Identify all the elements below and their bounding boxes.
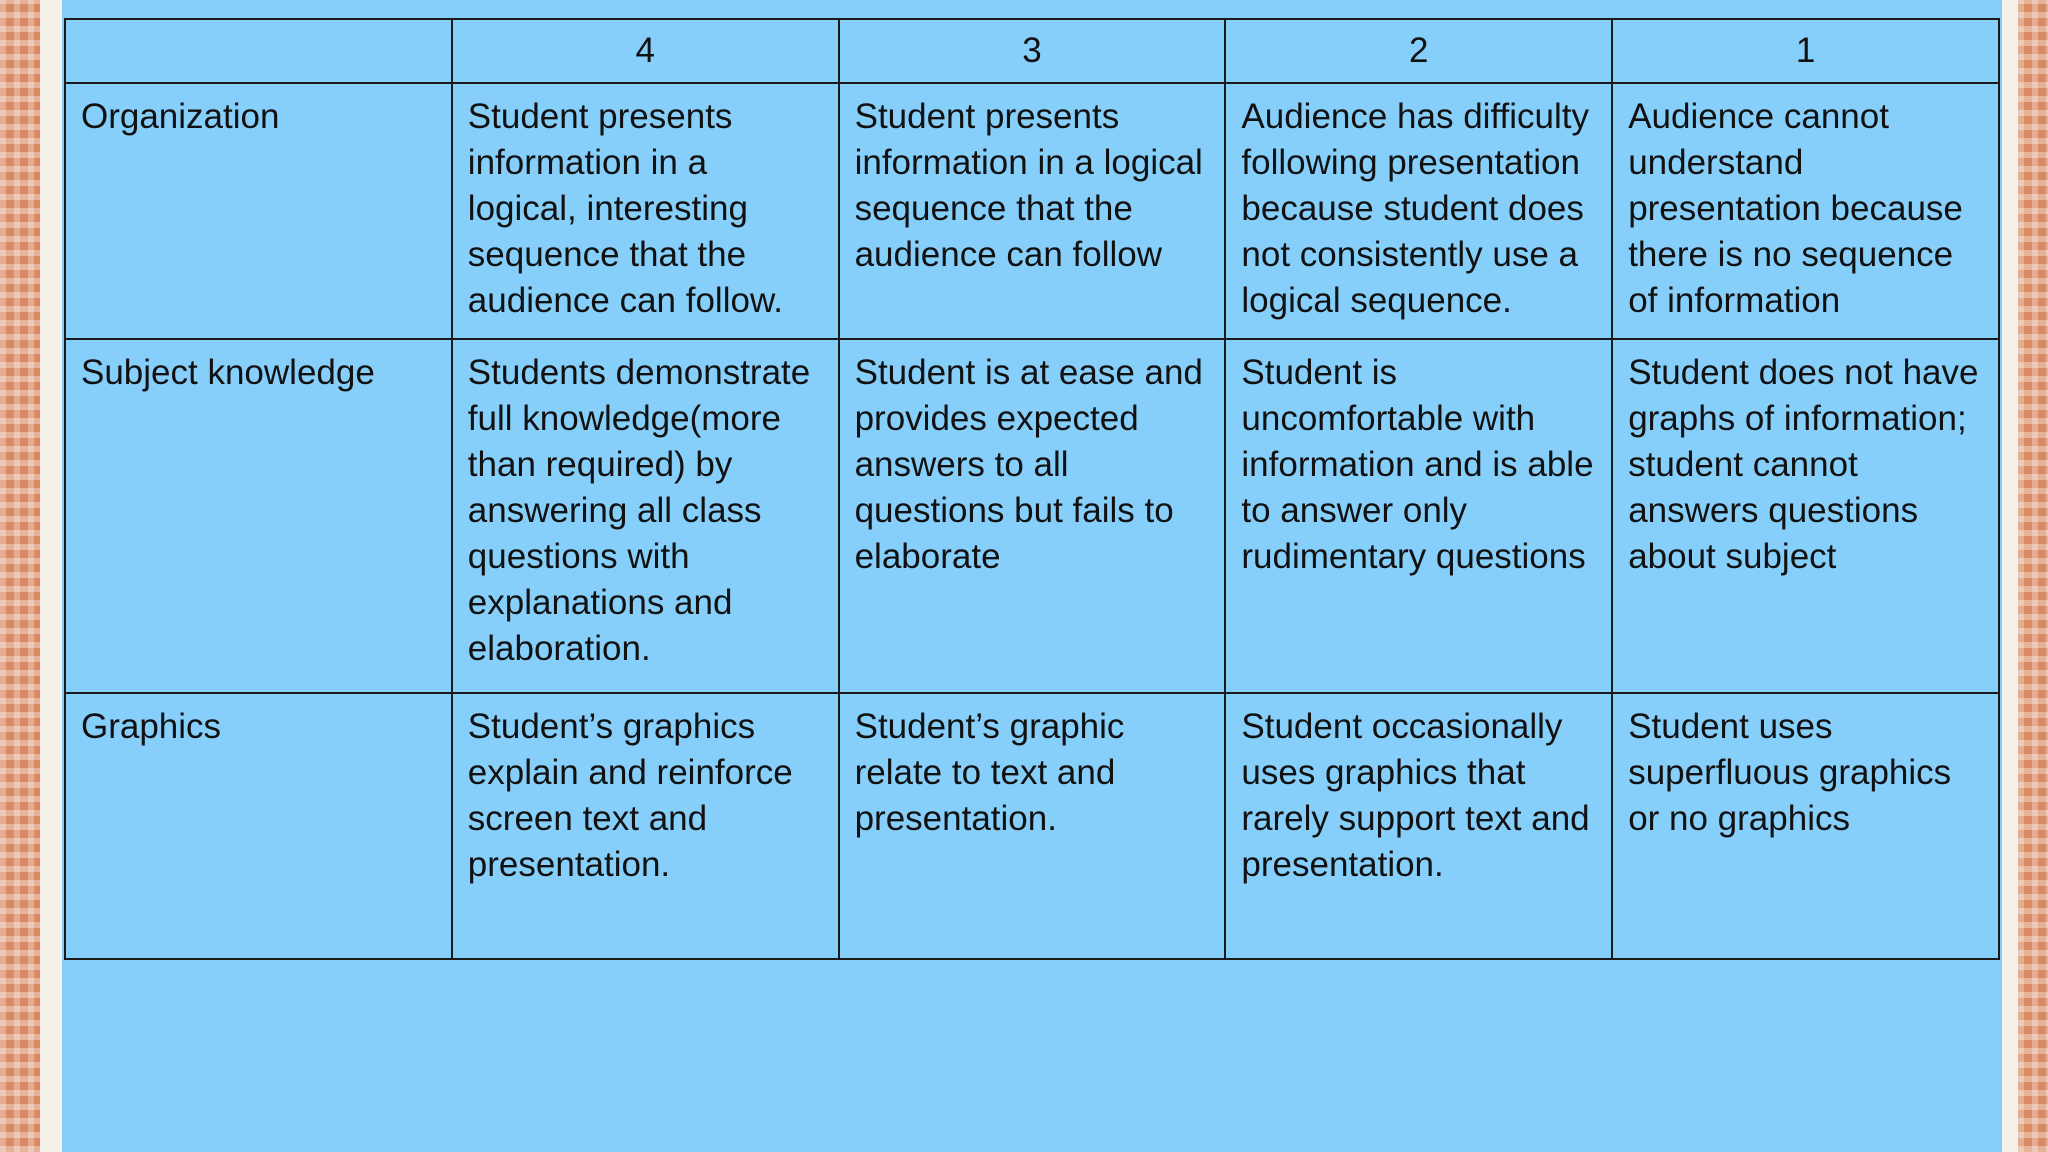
table-header-row xyxy=(65,19,1999,83)
level-cell-4: Students demonstrate full knowledge(more than required) by answering all class questions with explanations and elaboration. xyxy=(452,339,839,693)
level-cell-4: Student’s graphics explain and reinforce screen text and presentation. xyxy=(452,693,839,959)
criterion-cell: Graphics xyxy=(65,693,452,959)
level-cell-1: Student does not have graphs of information; student cannot answers questions about subject xyxy=(1612,339,1999,693)
criterion-cell: Organization xyxy=(65,83,452,339)
table-row-subject-knowledge xyxy=(65,339,1999,693)
slide xyxy=(62,0,2002,1152)
level-cell-4: Student presents information in a logical, interesting sequence that the audience can follow. xyxy=(452,83,839,339)
table-row-graphics xyxy=(65,693,1999,959)
header-cell-empty xyxy=(65,19,452,83)
header-cell-score-2: 2 xyxy=(1225,19,1612,83)
decorative-border-right xyxy=(2018,0,2048,1152)
level-cell-1: Audience cannot understand presentation because there is no sequence of information xyxy=(1612,83,1999,339)
level-cell-2: Audience has difficulty following presentation because student does not consistently use a logical sequence. xyxy=(1225,83,1612,339)
table-row-organization xyxy=(65,83,1999,339)
level-cell-2: Student occasionally uses graphics that rarely support text and presentation. xyxy=(1225,693,1612,959)
level-cell-2: Student is uncomfortable with information and is able to answer only rudimentary questions xyxy=(1225,339,1612,693)
header-cell-score-4: 4 xyxy=(452,19,839,83)
level-cell-3: Student is at ease and provides expected answers to all questions but fails to elaborate xyxy=(839,339,1226,693)
criterion-cell: Subject knowledge xyxy=(65,339,452,693)
header-cell-score-1: 1 xyxy=(1612,19,1999,83)
decorative-border-left xyxy=(0,0,40,1152)
header-cell-score-3: 3 xyxy=(839,19,1226,83)
level-cell-3: Student presents information in a logical sequence that the audience can follow xyxy=(839,83,1226,339)
level-cell-1: Student uses superfluous graphics or no graphics xyxy=(1612,693,1999,959)
level-cell-3: Student’s graphic relate to text and presentation. xyxy=(839,693,1226,959)
rubric-table xyxy=(64,18,2000,960)
